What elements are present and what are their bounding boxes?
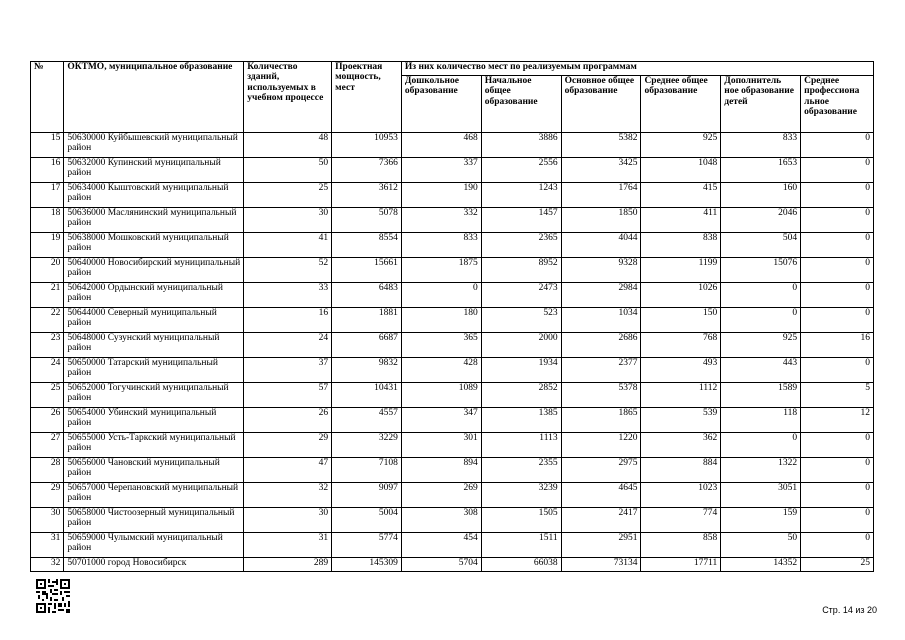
secondary-places: 1023 — [641, 483, 721, 508]
primary-places: 1511 — [481, 533, 561, 558]
header-capacity: Проектная мощность, мест — [332, 62, 402, 133]
table-row — [31, 233, 874, 258]
buildings-count: 41 — [244, 233, 332, 258]
preschool-places: 190 — [401, 183, 481, 208]
buildings-count: 30 — [244, 208, 332, 233]
row-number: 18 — [31, 208, 64, 233]
design-capacity: 7366 — [332, 158, 402, 183]
row-number: 30 — [31, 508, 64, 533]
design-capacity: 1881 — [332, 308, 402, 333]
preschool-places: 365 — [401, 333, 481, 358]
places-table — [30, 61, 874, 572]
page-number: Стр. 14 из 20 — [822, 605, 877, 615]
additional-places: 15076 — [721, 258, 801, 283]
additional-places: 2046 — [721, 208, 801, 233]
table-row — [31, 533, 874, 558]
row-number: 19 — [31, 233, 64, 258]
basic-places: 2975 — [561, 458, 641, 483]
table-row — [31, 483, 874, 508]
header-additional: Дополнитель ное образование детей — [721, 76, 801, 133]
table-body — [31, 133, 874, 572]
municipality-name: 50658000 Чистоозерный муниципальный район — [64, 508, 244, 533]
secondary-places: 150 — [641, 308, 721, 333]
preschool-places: 5704 — [401, 558, 481, 572]
secondary-places: 925 — [641, 133, 721, 158]
table-row — [31, 158, 874, 183]
basic-places: 1034 — [561, 308, 641, 333]
additional-places: 0 — [721, 283, 801, 308]
secondary-places: 1112 — [641, 383, 721, 408]
row-number: 22 — [31, 308, 64, 333]
additional-places: 1653 — [721, 158, 801, 183]
additional-places: 3051 — [721, 483, 801, 508]
primary-places: 1505 — [481, 508, 561, 533]
additional-places: 0 — [721, 433, 801, 458]
municipality-name: 50648000 Сузунский муниципальный район — [64, 333, 244, 358]
municipality-name: 50655000 Усть-Таркский муниципальный район — [64, 433, 244, 458]
buildings-count: 16 — [244, 308, 332, 333]
vocational-places: 0 — [801, 133, 874, 158]
row-number: 15 — [31, 133, 64, 158]
primary-places: 1113 — [481, 433, 561, 458]
additional-places: 1322 — [721, 458, 801, 483]
vocational-places: 0 — [801, 508, 874, 533]
table-row — [31, 408, 874, 433]
basic-places: 9328 — [561, 258, 641, 283]
vocational-places: 0 — [801, 483, 874, 508]
additional-places: 118 — [721, 408, 801, 433]
secondary-places: 884 — [641, 458, 721, 483]
additional-places: 925 — [721, 333, 801, 358]
table-row — [31, 558, 874, 572]
basic-places: 1220 — [561, 433, 641, 458]
secondary-places: 17711 — [641, 558, 721, 572]
row-number: 17 — [31, 183, 64, 208]
design-capacity: 5774 — [332, 533, 402, 558]
design-capacity: 145309 — [332, 558, 402, 572]
table-row — [31, 383, 874, 408]
design-capacity: 4557 — [332, 408, 402, 433]
buildings-count: 48 — [244, 133, 332, 158]
secondary-places: 539 — [641, 408, 721, 433]
basic-places: 5378 — [561, 383, 641, 408]
design-capacity: 8554 — [332, 233, 402, 258]
primary-places: 1385 — [481, 408, 561, 433]
primary-places: 66038 — [481, 558, 561, 572]
row-number: 23 — [31, 333, 64, 358]
primary-places: 2473 — [481, 283, 561, 308]
municipality-name: 50657000 Черепановский муниципальный район — [64, 483, 244, 508]
design-capacity: 3229 — [332, 433, 402, 458]
buildings-count: 47 — [244, 458, 332, 483]
primary-places: 3239 — [481, 483, 561, 508]
preschool-places: 301 — [401, 433, 481, 458]
design-capacity: 5004 — [332, 508, 402, 533]
vocational-places: 12 — [801, 408, 874, 433]
primary-places: 2556 — [481, 158, 561, 183]
header-oktmo: ОКТМО, муниципальное образование — [64, 62, 244, 133]
buildings-count: 26 — [244, 408, 332, 433]
table-row — [31, 283, 874, 308]
row-number: 28 — [31, 458, 64, 483]
vocational-places: 5 — [801, 383, 874, 408]
header-no: № — [31, 62, 64, 133]
additional-places: 443 — [721, 358, 801, 383]
buildings-count: 289 — [244, 558, 332, 572]
preschool-places: 347 — [401, 408, 481, 433]
municipality-name: 50642000 Ордынский муниципальный район — [64, 283, 244, 308]
table-row — [31, 358, 874, 383]
vocational-places: 0 — [801, 433, 874, 458]
additional-places: 160 — [721, 183, 801, 208]
secondary-places: 768 — [641, 333, 721, 358]
row-number: 29 — [31, 483, 64, 508]
municipality-name: 50630000 Куйбышевский муниципальный район — [64, 133, 244, 158]
design-capacity: 6687 — [332, 333, 402, 358]
vocational-places: 0 — [801, 158, 874, 183]
secondary-places: 493 — [641, 358, 721, 383]
primary-places: 2000 — [481, 333, 561, 358]
basic-places: 2686 — [561, 333, 641, 358]
primary-places: 3886 — [481, 133, 561, 158]
basic-places: 2984 — [561, 283, 641, 308]
additional-places: 504 — [721, 233, 801, 258]
municipality-name: 50654000 Убинский муниципальный район — [64, 408, 244, 433]
buildings-count: 25 — [244, 183, 332, 208]
header-basic: Основное общее образование — [561, 76, 641, 133]
buildings-count: 29 — [244, 433, 332, 458]
buildings-count: 30 — [244, 508, 332, 533]
vocational-places: 16 — [801, 333, 874, 358]
primary-places: 2852 — [481, 383, 561, 408]
basic-places: 2377 — [561, 358, 641, 383]
municipality-name: 50632000 Купинский муниципальный район — [64, 158, 244, 183]
secondary-places: 838 — [641, 233, 721, 258]
secondary-places: 1026 — [641, 283, 721, 308]
row-number: 21 — [31, 283, 64, 308]
row-number: 27 — [31, 433, 64, 458]
municipality-name: 50659000 Чулымский муниципальный район — [64, 533, 244, 558]
basic-places: 2417 — [561, 508, 641, 533]
secondary-places: 858 — [641, 533, 721, 558]
row-number: 24 — [31, 358, 64, 383]
vocational-places: 0 — [801, 208, 874, 233]
preschool-places: 454 — [401, 533, 481, 558]
primary-places: 8952 — [481, 258, 561, 283]
table-row — [31, 308, 874, 333]
row-number: 20 — [31, 258, 64, 283]
row-number: 32 — [31, 558, 64, 572]
table-row — [31, 508, 874, 533]
buildings-count: 33 — [244, 283, 332, 308]
preschool-places: 180 — [401, 308, 481, 333]
vocational-places: 25 — [801, 558, 874, 572]
secondary-places: 411 — [641, 208, 721, 233]
design-capacity: 10953 — [332, 133, 402, 158]
table-row — [31, 333, 874, 358]
municipality-name: 50636000 Маслянинский муниципальный район — [64, 208, 244, 233]
preschool-places: 1089 — [401, 383, 481, 408]
municipality-name: 50640000 Новосибирский муниципальный район — [64, 258, 244, 283]
basic-places: 3425 — [561, 158, 641, 183]
primary-places: 1934 — [481, 358, 561, 383]
table-row — [31, 258, 874, 283]
basic-places: 4044 — [561, 233, 641, 258]
vocational-places: 0 — [801, 233, 874, 258]
header-vocational: Среднее профессиона льное образование — [801, 76, 874, 133]
design-capacity: 3612 — [332, 183, 402, 208]
basic-places: 1764 — [561, 183, 641, 208]
preschool-places: 428 — [401, 358, 481, 383]
municipality-name: 50701000 город Новосибирск — [64, 558, 244, 572]
municipality-name: 50656000 Чановский муниципальный район — [64, 458, 244, 483]
buildings-count: 57 — [244, 383, 332, 408]
basic-places: 2951 — [561, 533, 641, 558]
secondary-places: 362 — [641, 433, 721, 458]
row-number: 31 — [31, 533, 64, 558]
design-capacity: 15661 — [332, 258, 402, 283]
design-capacity: 5078 — [332, 208, 402, 233]
vocational-places: 0 — [801, 258, 874, 283]
vocational-places: 0 — [801, 458, 874, 483]
primary-places: 2365 — [481, 233, 561, 258]
design-capacity: 6483 — [332, 283, 402, 308]
preschool-places: 468 — [401, 133, 481, 158]
preschool-places: 269 — [401, 483, 481, 508]
buildings-count: 24 — [244, 333, 332, 358]
design-capacity: 9097 — [332, 483, 402, 508]
qr-code-icon — [36, 579, 70, 613]
preschool-places: 308 — [401, 508, 481, 533]
row-number: 25 — [31, 383, 64, 408]
buildings-count: 52 — [244, 258, 332, 283]
municipality-name: 50650000 Татарский муниципальный район — [64, 358, 244, 383]
buildings-count: 32 — [244, 483, 332, 508]
basic-places: 1850 — [561, 208, 641, 233]
primary-places: 523 — [481, 308, 561, 333]
additional-places: 1589 — [721, 383, 801, 408]
basic-places: 73134 — [561, 558, 641, 572]
municipality-name: 50638000 Мошковский муниципальный район — [64, 233, 244, 258]
table-row — [31, 433, 874, 458]
table-row — [31, 133, 874, 158]
secondary-places: 415 — [641, 183, 721, 208]
table-row — [31, 458, 874, 483]
basic-places: 5382 — [561, 133, 641, 158]
municipality-name: 50644000 Северный муниципальный район — [64, 308, 244, 333]
secondary-places: 1048 — [641, 158, 721, 183]
table-row — [31, 208, 874, 233]
secondary-places: 1199 — [641, 258, 721, 283]
preschool-places: 332 — [401, 208, 481, 233]
preschool-places: 337 — [401, 158, 481, 183]
row-number: 16 — [31, 158, 64, 183]
table-row — [31, 183, 874, 208]
preschool-places: 0 — [401, 283, 481, 308]
vocational-places: 0 — [801, 533, 874, 558]
primary-places: 2355 — [481, 458, 561, 483]
basic-places: 1865 — [561, 408, 641, 433]
basic-places: 4645 — [561, 483, 641, 508]
buildings-count: 37 — [244, 358, 332, 383]
design-capacity: 9832 — [332, 358, 402, 383]
preschool-places: 833 — [401, 233, 481, 258]
header-secondary: Среднее общее образование — [641, 76, 721, 133]
preschool-places: 894 — [401, 458, 481, 483]
municipality-name: 50652000 Тогучинский муниципальный район — [64, 383, 244, 408]
additional-places: 14352 — [721, 558, 801, 572]
municipality-name: 50634000 Кыштовский муниципальный район — [64, 183, 244, 208]
header-buildings: Количество зданий, используемых в учебном процессе — [244, 62, 332, 133]
secondary-places: 774 — [641, 508, 721, 533]
vocational-places: 0 — [801, 283, 874, 308]
buildings-count: 50 — [244, 158, 332, 183]
row-number: 26 — [31, 408, 64, 433]
primary-places: 1457 — [481, 208, 561, 233]
design-capacity: 10431 — [332, 383, 402, 408]
primary-places: 1243 — [481, 183, 561, 208]
vocational-places: 0 — [801, 358, 874, 383]
header-preschool: Дошкольное образование — [401, 76, 481, 133]
additional-places: 159 — [721, 508, 801, 533]
table-header — [31, 62, 874, 133]
preschool-places: 1875 — [401, 258, 481, 283]
additional-places: 833 — [721, 133, 801, 158]
design-capacity: 7108 — [332, 458, 402, 483]
header-programs-group: Из них количество мест по реализуемым программам — [401, 62, 873, 76]
additional-places: 50 — [721, 533, 801, 558]
header-primary: Начальное общее образование — [481, 76, 561, 133]
vocational-places: 0 — [801, 183, 874, 208]
vocational-places: 0 — [801, 308, 874, 333]
additional-places: 0 — [721, 308, 801, 333]
buildings-count: 31 — [244, 533, 332, 558]
